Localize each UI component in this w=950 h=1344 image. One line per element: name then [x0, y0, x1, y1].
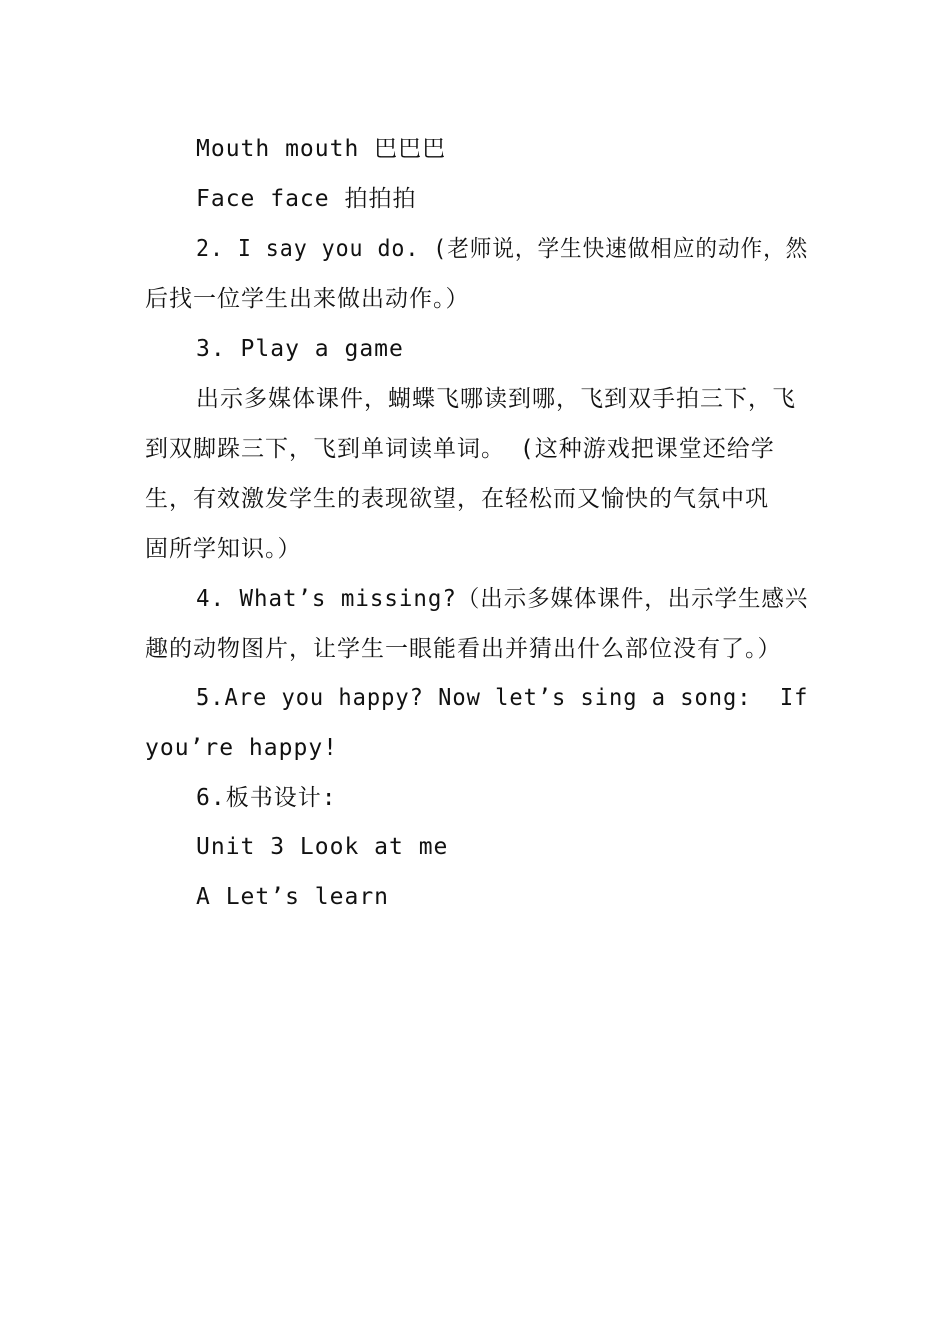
text-line: 6.板书设计:: [196, 785, 337, 811]
text-line: you’re happy!: [145, 735, 339, 761]
text-line: 4. What’s missing?（出示多媒体课件，出示学生感兴: [196, 586, 809, 612]
text-line: 生，有效激发学生的表现欲望，在轻松而又愉快的气氛中巩: [145, 486, 769, 512]
text-line: 3. Play a game: [196, 336, 404, 362]
text-line: 出示多媒体课件，蝴蝶飞哪读到哪，飞到双手拍三下，飞: [196, 386, 796, 412]
text-line: Unit 3 Look at me: [196, 834, 449, 860]
text-line: 趣的动物图片，让学生一眼能看出并猜出什么部位没有了。）: [145, 636, 782, 662]
text-line: 5.Are you happy? Now let’s sing a song: If: [196, 685, 809, 711]
text-line: Mouth mouth 巴巴巴: [196, 136, 447, 162]
text-line: 2. I say you do. (老师说，学生快速做相应的动作，然: [196, 236, 809, 262]
text-line: A Let’s learn: [196, 884, 390, 910]
text-line: 后找一位学生出来做出动作。）: [145, 286, 470, 312]
text-line: 固所学知识。）: [145, 536, 302, 562]
text-line: 到双脚跺三下，飞到单词读单词。 (这种游戏把课堂还给学: [145, 436, 775, 462]
text-line: Face face 拍拍拍: [196, 186, 417, 212]
